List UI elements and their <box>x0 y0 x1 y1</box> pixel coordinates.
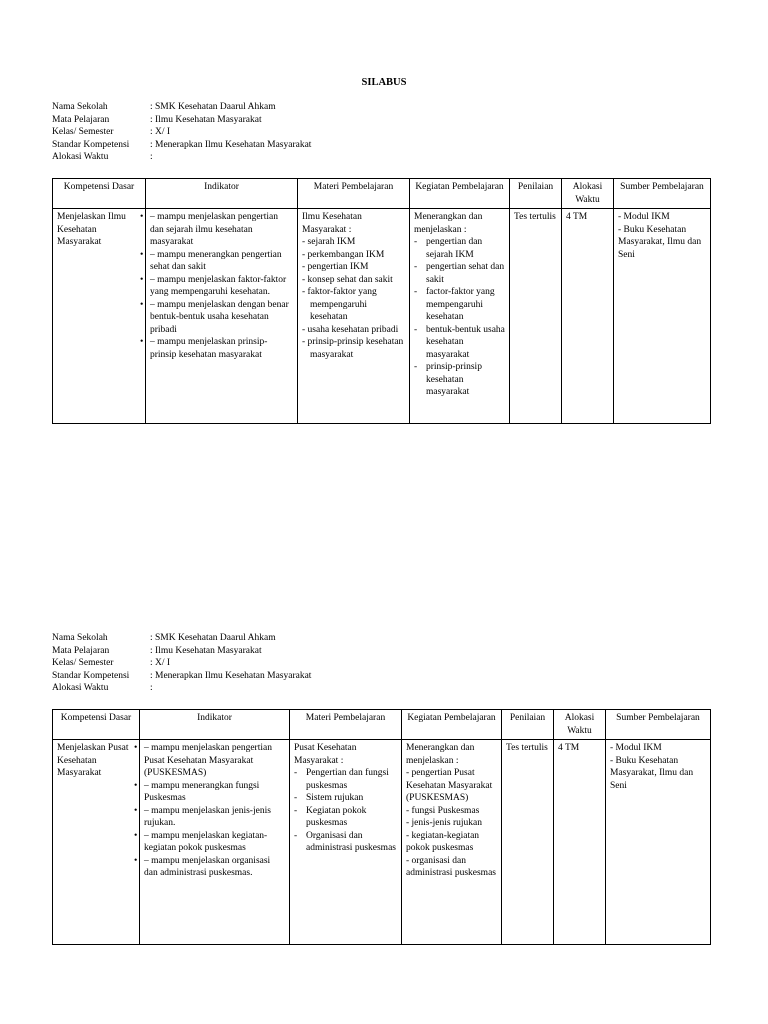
materi-cell <box>298 209 410 424</box>
kegiatan-title: Menerangkan dan menjelaskan : <box>406 743 475 766</box>
header-cell: Alokasi Waktu <box>554 710 606 740</box>
info-label: Alokasi Waktu <box>52 152 109 163</box>
list-item: - prinsip-prinsip kesehatan masyarakat <box>414 362 482 397</box>
list-item: • – mampu menjelaskan kegiatan-kegiatan pokok puskesmas <box>134 830 268 853</box>
list-item: - Buku Kesehatan Masyarakat, Ilmu dan Seni <box>618 224 702 260</box>
header-cell: Kegiatan Pembelajaran <box>410 179 510 209</box>
bullet-icon: • <box>140 337 144 347</box>
alokasi-cell: 4 TM <box>562 209 614 424</box>
info-row <box>52 139 311 152</box>
info-value: : X/ I <box>150 127 171 138</box>
info-value: : <box>150 683 153 694</box>
table-header-row <box>53 710 711 740</box>
info-label: Standar Kompetensi <box>52 670 130 681</box>
list-item: - Sistem rujukan <box>294 793 364 803</box>
info-value: : <box>150 152 153 163</box>
header-cell: Kegiatan Pembelajaran <box>402 710 502 740</box>
list-item: • – mampu menjelaskan pengertian dan sejarah ilmu kesehatan masyarakat <box>140 212 278 247</box>
info-row <box>52 114 311 127</box>
header-cell: Indikator <box>146 179 298 209</box>
indikator-cell <box>134 740 290 945</box>
info-row <box>52 101 311 114</box>
materi-cell <box>290 740 402 945</box>
list-item: - konsep sehat dan sakit <box>302 274 393 285</box>
info-label: Nama Sekolah <box>52 102 108 112</box>
table-header-row <box>53 179 711 209</box>
list-item: - kegiatan-kegiatan pokok puskesmas <box>406 830 480 853</box>
list-item: - fungsi Puskesmas <box>406 805 480 816</box>
info-row <box>52 126 311 139</box>
kegiatan-cell <box>410 209 510 424</box>
list-item: • – mampu menjelaskan jenis-jenis rujukan. <box>134 805 271 828</box>
info-row <box>52 682 311 695</box>
sumber-cell <box>606 740 711 945</box>
school-info-block <box>52 101 311 164</box>
kegiatan-title: Menerangkan dan menjelaskan : <box>414 212 483 235</box>
info-value: : Ilmu Kesehatan Masyarakat <box>150 114 262 125</box>
info-value: : Menerapkan Ilmu Kesehatan Masyarakat <box>150 139 312 150</box>
list-item: - factor-faktor yang mempengaruhi kesehatan <box>414 287 495 322</box>
page-title: SILABUS <box>361 77 407 88</box>
info-label: Kelas/ Semester <box>52 658 114 669</box>
bullet-icon: • <box>134 743 138 753</box>
bullet-icon: • <box>140 249 144 260</box>
list-item: - sejarah IKM <box>302 237 356 247</box>
indikator-cell <box>140 209 298 424</box>
list-item: • – mampu menjelaskan faktor-faktor yang mempengaruhi kesehatan. <box>140 274 287 297</box>
sumber-cell <box>614 209 711 424</box>
list-item: - pengertian Pusat Kesehatan Masyarakat (PUSKESMAS) <box>406 768 493 803</box>
info-row <box>52 632 311 645</box>
header-cell: Indikator <box>140 710 290 740</box>
info-label: Mata Pelajaran <box>52 645 110 656</box>
list-item: - Kegiatan pokok puskesmas <box>294 805 367 828</box>
bullet-icon: • <box>134 830 138 841</box>
list-item: - Pengertian dan fungsi puskesmas <box>294 768 389 791</box>
bullet-icon: • <box>140 212 144 222</box>
header-cell: Materi Pembelajaran <box>290 710 402 740</box>
info-label: Kelas/ Semester <box>52 127 114 138</box>
kompetensi-cell: Menjelaskan Ilmu Kesehatan Masyarakat <box>53 209 146 424</box>
info-value: : X/ I <box>150 658 171 669</box>
header-cell: Alokasi Waktu <box>562 179 614 209</box>
list-item: - pengertian IKM <box>302 262 369 272</box>
header-cell: Sumber Pembelajaran <box>614 179 711 209</box>
info-row <box>52 151 311 164</box>
header-cell: Materi Pembelajaran <box>298 179 410 209</box>
info-label: Nama Sekolah <box>52 633 108 643</box>
info-label: Alokasi Waktu <box>52 683 109 694</box>
kompetensi-cell: Menjelaskan Pusat Kesehatan Masyarakat <box>53 740 140 945</box>
list-item: • – mampu menerangkan fungsi Puskesmas <box>134 780 260 803</box>
kegiatan-cell <box>402 740 502 945</box>
list-item: - faktor-faktor yang mempengaruhi kesehatan <box>302 287 377 322</box>
bullet-icon: • <box>140 274 144 285</box>
list-item: - organisasi dan administrasi puskesmas <box>406 855 496 878</box>
table-row <box>53 209 711 424</box>
materi-title: Ilmu Kesehatan Masyarakat : <box>302 212 362 235</box>
list-item: - prinsip-prinsip kesehatan masyarakat <box>302 337 404 360</box>
bullet-icon: • <box>134 855 138 866</box>
list-item: - Modul IKM <box>618 212 670 222</box>
bullet-icon: • <box>140 299 144 310</box>
info-value: : Menerapkan Ilmu Kesehatan Masyarakat <box>150 670 312 681</box>
list-item: - Buku Kesehatan Masyarakat, Ilmu dan Seni <box>610 755 694 791</box>
info-label: Standar Kompetensi <box>52 139 130 150</box>
list-item: • – mampu menjelaskan prinsip-prinsip kesehatan masyarakat <box>140 337 268 360</box>
list-item: - usaha kesehatan pribadi <box>302 324 399 335</box>
header-cell: Kompetensi Dasar <box>53 179 146 209</box>
header-cell: Sumber Pembelajaran <box>606 710 711 740</box>
penilaian-cell: Tes tertulis <box>502 740 554 945</box>
list-item: - Modul IKM <box>610 743 662 753</box>
list-item: • – mampu menerangkan pengertian sehat dan sakit <box>140 249 282 272</box>
info-row <box>52 657 311 670</box>
list-item: - Organisasi dan administrasi puskesmas <box>294 830 396 853</box>
list-item: • – mampu menjelaskan dengan benar bentuk-bentuk usaha kesehatan pribadi <box>140 299 289 335</box>
info-row <box>52 645 311 658</box>
list-item: - pengertian dan sejarah IKM <box>414 237 483 260</box>
penilaian-cell: Tes tertulis <box>510 209 562 424</box>
info-value: : Ilmu Kesehatan Masyarakat <box>150 645 262 656</box>
list-item: - jenis-jenis rujukan <box>406 818 482 828</box>
syllabus-table <box>52 178 711 424</box>
list-item: • – mampu menjelaskan organisasi dan administrasi puskesmas. <box>134 855 271 878</box>
info-row <box>52 670 311 683</box>
bullet-icon: • <box>134 780 138 791</box>
list-item: - bentuk-bentuk usaha kesehatan masyarakat <box>414 324 505 360</box>
syllabus-table <box>52 709 711 945</box>
table-row <box>53 740 711 945</box>
list-item: • – mampu menjelaskan pengertian Pusat Kesehatan Masyarakat (PUSKESMAS) <box>134 743 272 778</box>
list-item: - pengertian sehat dan sakit <box>414 262 505 285</box>
materi-title: Pusat Kesehatan Masyarakat : <box>294 743 357 766</box>
info-value: : SMK Kesehatan Daarul Ahkam <box>150 102 276 112</box>
bullet-icon: • <box>134 805 138 816</box>
list-item: - perkembangan IKM <box>302 249 385 260</box>
info-label: Mata Pelajaran <box>52 114 110 125</box>
school-info-block <box>52 632 311 695</box>
header-cell: Penilaian <box>502 710 554 740</box>
alokasi-cell: 4 TM <box>554 740 606 945</box>
header-cell: Penilaian <box>510 179 562 209</box>
info-value: : SMK Kesehatan Daarul Ahkam <box>150 633 276 643</box>
header-cell: Kompetensi Dasar <box>53 710 140 740</box>
